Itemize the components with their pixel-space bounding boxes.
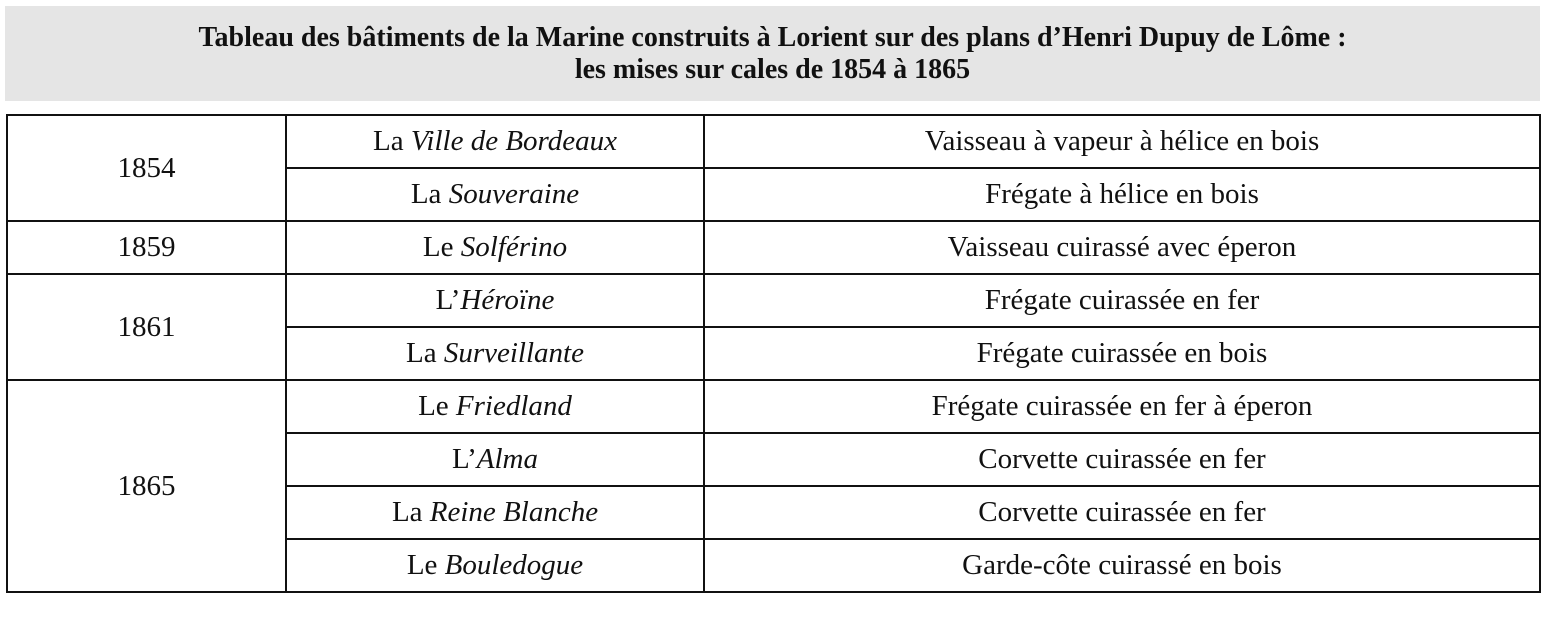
ship-name: Surveillante bbox=[443, 337, 584, 369]
ship-name: Reine Blanche bbox=[429, 496, 599, 528]
ship-article: Le bbox=[406, 549, 445, 581]
table-row bbox=[7, 221, 1540, 274]
year-cell: 1861 bbox=[7, 274, 286, 380]
ship-article: La bbox=[410, 178, 449, 210]
ship-name-cell bbox=[286, 380, 704, 433]
ship-article: La bbox=[391, 496, 430, 528]
table-row bbox=[7, 380, 1540, 433]
year-cell: 1854 bbox=[7, 115, 286, 221]
ship-name: Héroïne bbox=[460, 284, 555, 316]
table-row bbox=[7, 115, 1540, 168]
ship-name-cell bbox=[286, 274, 704, 327]
ship-name: Souveraine bbox=[448, 178, 580, 210]
ship-name-cell bbox=[286, 115, 704, 168]
ship-type-cell: Vaisseau à vapeur à hélice en bois bbox=[704, 115, 1540, 168]
year-cell: 1859 bbox=[7, 221, 286, 274]
ship-article: Le bbox=[418, 390, 456, 422]
ship-type-cell: Frégate cuirassée en fer à éperon bbox=[704, 380, 1540, 433]
ships-table-body bbox=[7, 115, 1540, 592]
ship-name: Bouledogue bbox=[444, 549, 584, 581]
ship-type-cell: Frégate cuirassée en fer bbox=[704, 274, 1540, 327]
ship-name: Alma bbox=[476, 443, 538, 475]
ship-type-cell: Frégate cuirassée en bois bbox=[704, 327, 1540, 380]
ship-article: La bbox=[373, 125, 411, 157]
ships-table bbox=[6, 114, 1541, 593]
ship-article: Le bbox=[422, 231, 461, 263]
ship-type-cell: Garde-côte cuirassé en bois bbox=[704, 539, 1540, 592]
ship-name: Solférino bbox=[460, 231, 568, 263]
ship-type-cell: Vaisseau cuirassé avec éperon bbox=[704, 221, 1540, 274]
table-title-line-2: les mises sur cales de 1854 à 1865 bbox=[574, 53, 971, 85]
table-row bbox=[7, 274, 1540, 327]
ship-article: La bbox=[406, 337, 444, 369]
ship-name-cell bbox=[286, 221, 704, 274]
ship-name-cell bbox=[286, 327, 704, 380]
table-title-banner bbox=[5, 6, 1540, 101]
ship-article: L’ bbox=[435, 284, 461, 316]
ship-name: Ville de Bordeaux bbox=[410, 125, 617, 157]
ship-name-cell bbox=[286, 433, 704, 486]
ship-article: L’ bbox=[452, 443, 477, 475]
ship-type-cell: Corvette cuirassée en fer bbox=[704, 433, 1540, 486]
ship-type-cell: Corvette cuirassée en fer bbox=[704, 486, 1540, 539]
ship-name-cell bbox=[286, 539, 704, 592]
table-title-line-1: Tableau des bâtiments de la Marine construits à Lorient sur des plans d’Henri Dupuy de Lôme : bbox=[198, 21, 1347, 53]
ship-name-cell bbox=[286, 486, 704, 539]
ship-name: Friedland bbox=[455, 390, 572, 422]
year-cell: 1865 bbox=[7, 380, 286, 592]
ship-type-cell: Frégate à hélice en bois bbox=[704, 168, 1540, 221]
ship-name-cell bbox=[286, 168, 704, 221]
